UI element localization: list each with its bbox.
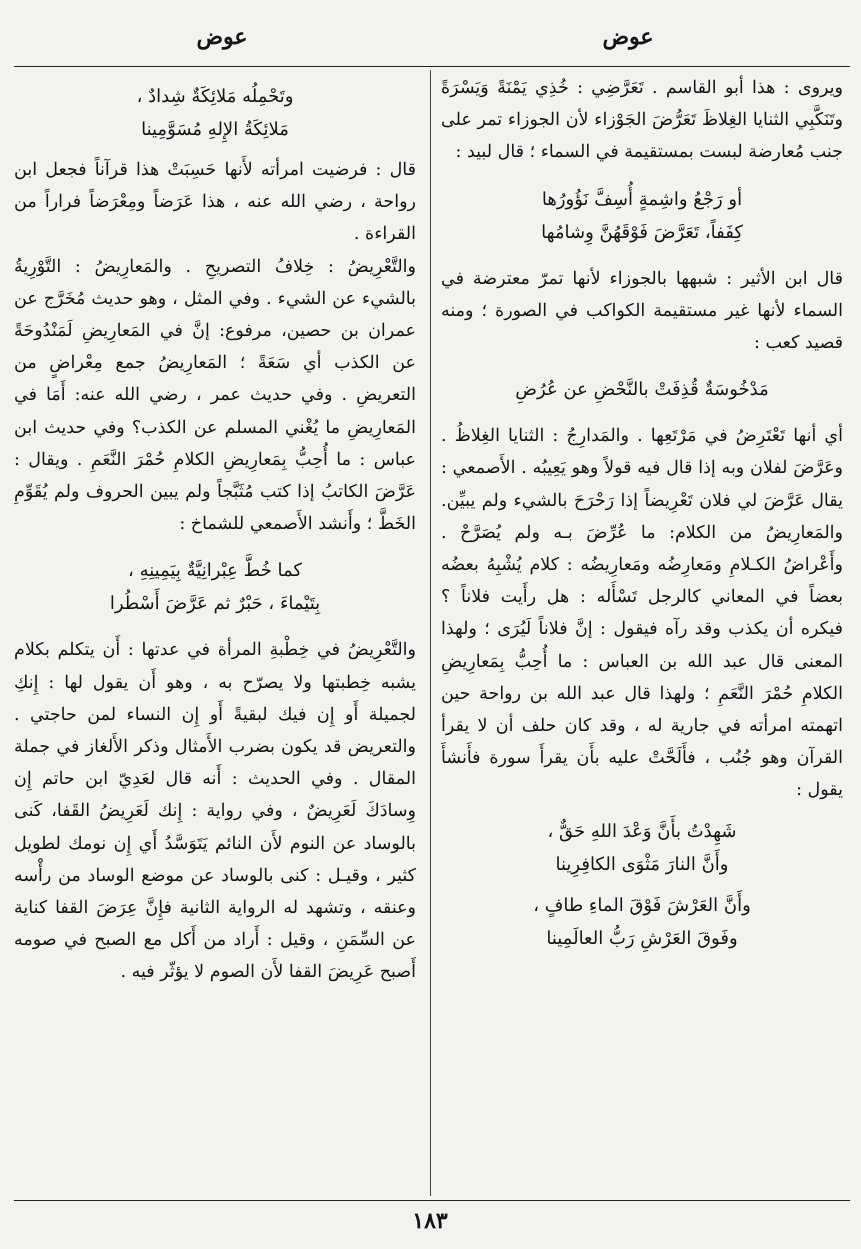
right-verse-3: شَهِدْتُ بأَنَّ وَعْدَ اللهِ حَقٌّ ، وأَنَّ النارَ مَثْوَى الكافِرِينا xyxy=(547,820,737,875)
right-paragraph-2: قال ابن الأثير : شبهها بالجوزاء لأنها تمرّ معترضة في السماء لأنها غير مستقيمة الكواكب في الصورة ؛ ومنه قصيد كعب : xyxy=(441,268,843,354)
header-left-title: عوض xyxy=(196,24,248,50)
header-right-title: عوض xyxy=(602,24,654,50)
left-verse-2: كما خُطَّ عِبْرانِيَّةٌ بِيَمِينِهِ ، بِتَيْماءَ ، حَبْرٌ ثم عَرَّضَ أَسْطُرا xyxy=(109,560,321,615)
column-divider xyxy=(430,70,431,1196)
right-column xyxy=(441,72,843,1194)
left-paragraph-1: قال : فرضيت امرأته لأَنها حَسِبَتْ هذا قرآناً فجعل ابن رواحة ، رضي الله عنه ، هذا عَرَضاً ومِعْرَضاً فراراً من القراءة . xyxy=(14,160,416,245)
right-paragraph-1: ويروى : هذا أبو القاسم . تَعَرَّضِي : خُذِي يَمْنَةً وَيَسْرَةً وتَنَكَّبِي الثنايا الغِلاظَ تَعَرُّضَ الجَوْزاء لأن الجوزاء تمر على جنب مُعارضة لبست بمستقيمة في السماء ؛ قال لبيد : xyxy=(441,78,843,163)
right-verse-4: وأَنَّ العَرْشَ فَوْقَ الماءِ طافٍ ، وفَوقَ العَرْشِ رَبُّ العالَمِينا xyxy=(533,894,751,949)
left-column xyxy=(14,72,416,1194)
left-paragraph-3: والتَّعْرِيضُ في خِطْبةِ المرأة في عدتها : أَن يتكلم بكلام يشبه خِطبتها ولا يصرّح به ، وهو أَن يقول لها : إِنكِ لجميلة أَو إِن فيك لبقيةً أَو إِن النساء لمن حاجتي . والتعريض قد يكون بضرب الأَمثال وذكر الأَلغاز في جملة المقال . وفي الحديث : أَنه قال لعَدِيّ ابن حاتم إِن وِسادَكَ لَعَرِيضٌ ، وفي رواية : إِنك لَعَرِيضُ القَفا، كَنى بالوساد عن النوم لأَن النائم يَتَوَسَّدُ أَي إِن نومك لطويل كثير ، وقيـل : كنى بالوساد عن موضع الوساد من رأْسه وعنقه ، وتشهد له الرواية الثانية فإِنَّ عِرَضَ القفا كناية عن السِّمَنِ ، وقيل : أَراد من أَكل مع الصبح في صومه أَصبح عَرِيضَ القفا لأَن الصوم لا يؤثّر فيه . xyxy=(14,640,416,983)
right-verse-1: أو رَجْعُ واشِمةٍ أُسِفَّ نَؤُورُها كِفَفاً، تَعَرَّضَ فَوْقَهُنَّ وِشامُها xyxy=(541,188,743,243)
left-paragraph-2: والتَّعْرِيضُ : خِلافُ التصريحِ . والمَعارِيضُ : التَّوْرِيةُ بالشيء عن الشيء . وفي المثل ، وهو حديث مُخَرَّج عن عمران بن حصين، مرفوع: إنَّ في المَعارِيضِ لَمَنْدُوحَةً عن الكذب أي سَعَةً ؛ المَعارِيضُ جمع مِعْراضٍ من التعريضِ . وفي حديث عمر ، رضي الله عنه: أَمَا في المَعارِيضِ ما يُغْني المسلم عن الكذب؟ وفي حديث ابن عباس : ما أُحِبُّ بِمَعارِيضِ الكلامِ حُمْرَ النَّعَمِ . ويقال : عَرَّضَ الكاتبُ إذا كتب مُثَبَّجاً ولم يبين الحروف ولم يُقَوِّمِ الخَطَّ ؛ وأَنشد الأَصمعي للشماخ : xyxy=(14,256,416,535)
top-rule xyxy=(14,66,850,67)
right-verse-2: مَدْخُوسَةٌ قُذِفَتْ بالنَّحْضِ عن عُرُضِ xyxy=(515,379,769,401)
right-paragraph-3: أي أنها تَعْتَرِضُ في مَرْتَعِها . والمَدارِجُ : الثنايا الغِلاظُ . وعَرَّضَ لفلان وبه إذا قال فيه قولاً وهو يَعِيبُه . الأَصمعي : يقال عَرَّضَ لي فلان تَعْرِيضاً إذا رَحْرَحَ بالشيء ولم يبيِّن. والمَعارِيضُ من الكلام: ما عُرِّضَ بـه ولم يُصَرَّحْ . وأَعْراضُ الكـلامِ ومَعارِضُه ومَعارِيضُه : كلام يُشْبِهُ بعضُه بعضاً في المعاني كالرجل تَسْأَله : هل رأَيت فلاناً ؟ فيكره أن يكذب وقد رآه فيقول : إنَّ فلاناً لَيُرَى ؛ ولهذا المعنى قال عبد الله بن العباس : ما أُحِبُّ بِمَعارِيضِ الكلامِ حُمْرَ النَّعَمِ ؛ ولهذا قال عبد الله بن رواحة حين اتهمته امرأته في جارية له ، وقد كان حلف أن لا يقرأ القرآن وهو جُنُب ، فأَلَحَّتْ عليه بأَن يقرأَ سورة فأَنشأَ يقول : xyxy=(441,426,843,801)
page-number: ١٨٣ xyxy=(412,1208,448,1234)
left-verse-1: وتَحْمِلُه مَلائِكَةٌ شِدادٌ ، مَلائِكَةُ الإِلهِ مُسَوَّمِينا xyxy=(136,86,294,140)
bottom-rule xyxy=(14,1200,850,1201)
